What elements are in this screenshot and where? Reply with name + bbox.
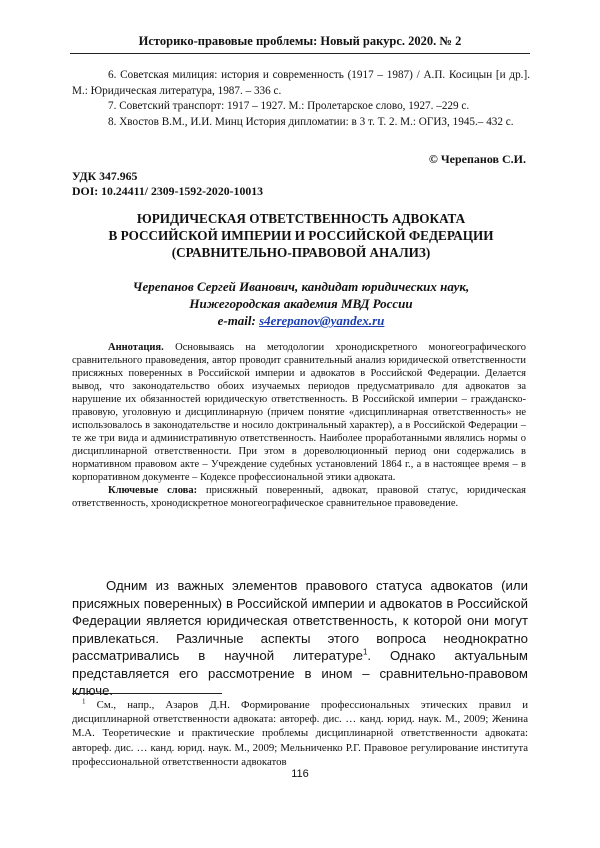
author-name: Черепанов Сергей Иванович, кандидат юридических наук, [132,279,470,294]
author-contact [72,312,530,329]
title-line: ЮРИДИЧЕСКАЯ ОТВЕТСТВЕННОСТЬ АДВОКАТА [136,211,466,226]
footnote-ref[interactable]: 1 [362,647,368,657]
footnote-divider [72,693,222,694]
copyright-notice: © Черепанов С.И. [428,152,526,166]
title-line: (СРАВНИТЕЛЬНО-ПРАВОВОЙ АНАЛИЗ) [171,245,431,260]
abstract-block [72,341,526,510]
keywords-label: Ключевые слова: [108,485,198,496]
reference-item: 7. Советский транспорт: 1917 – 1927. М.: Пролетарское слово, 1927. –229 с. [108,100,470,112]
page-number: 116 [291,768,309,780]
doi-code: DOI: 10.24411/ 2309-1592-2020-10013 [72,184,264,198]
reference-item: 6. Советская милиция: история и современность (1917 – 1987) / А.П. Косицын [и др.]. М.: Юридическая литература, 1987. – 336 с. [72,69,530,97]
keywords [72,484,526,510]
reference-list [72,68,530,130]
abstract-text: Основываясь на методологии хронодискретного моногеографического сравнительного правоведения, автор проводит сравнительный анализ юридической ответственности присяжных поверенных в Российской империи и адвокатов в Российской Федерации. Делается вывод, что законодательство обоих изучаемых периодов предусматривало для адвокатов за нарушение их обязанностей юридическую ответственность. В Российской империи – гражданско-правовую, уголовную и дисциплинарную (причем понятие «дисциплинарная ответственность» не использовалось в законодательстве и носило доктринальный характер), а в Российской Федерации – те же три вида и административную ответственность. Наиболее проработанными являлись нормы о дисциплинарной ответственности. При этом в дореволюционный период они содержались в нормативном правовом акте – Учреждение судебных установлений 1864 г., а в настоящее время – в корпоративном документе – Кодексе профессиональной этики адвоката. [72,342,527,483]
body-text [72,577,528,700]
email-label: e-mail: [217,313,256,328]
udk-code: УДК 347.965 [72,169,138,183]
article-identifiers [72,169,263,199]
email-link[interactable]: s4erepanov@yandex.ru [259,313,385,328]
author-affiliation: Нижегородская академия МВД России [189,296,413,311]
abstract [72,341,526,484]
body-paragraph: Одним из важных элементов правового статуса адвокатов (или присяжных поверенных) в Российской империи и адвокатов в Российской Федерации является юридическая ответственность, к которой они могут привлекаться. Различные аспекты этого вопроса неоднократно рассматривались в научной литературе$^1$. Однако актуальным представляется его рассмотрение в ином – сравнительно-правовом ключе. [72,578,528,698]
reference-item: 8. Хвостов В.М., И.И. Минц История дипломатии: в 3 т. Т. 2. М.: ОГИЗ, 1945.– 432 с. [108,115,514,128]
footnote-mark: 1 [82,697,86,706]
footnote-text: См., напр., Азаров Д.Н. Формирование профессиональных этических правил и дисциплинарной ответственности адвоката: автореф. дис. … канд. юрид. наук. М., 2009; Женина М.А. Теоретические и практические проблемы дисциплинарной ответственности адвоката: автореф. дис. … канд. юрид. наук. М., 2009; Мельниченко Р.Г. Правовое регулирование института профессиональной ответственности адвокатов [72,699,529,768]
footnote [72,698,528,769]
article-title [72,210,530,261]
abstract-label: Аннотация. [108,342,164,353]
author-block [72,278,530,329]
title-line: В РОССИЙСКОЙ ИМПЕРИИ И РОССИЙСКОЙ ФЕДЕРАЦИИ [108,228,494,243]
keywords-text: присяжный поверенный, адвокат, правовой статус, юридическая ответственность, хронодискретное моногеографическое сравнительное правоведение. [72,485,527,509]
journal-header: Историко-правовые проблемы: Новый ракурс. 2020. № 2 [70,34,530,54]
